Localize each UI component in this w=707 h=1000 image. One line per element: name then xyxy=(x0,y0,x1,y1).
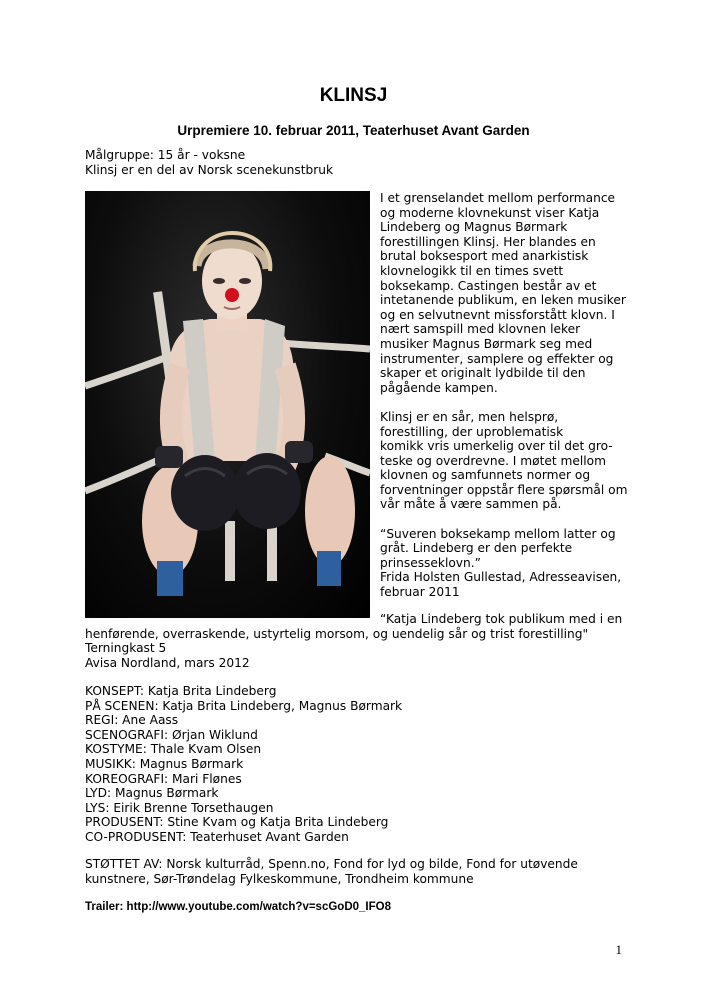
support-block xyxy=(85,857,645,886)
credit-line: MUSIKK: Magnus Børmark xyxy=(85,756,244,771)
description-paragraph-2: Klinsj er en sår, men helsprø, forestilling, der uproblematisk komikk vris umerkelig over til det gro- teske og overdrevne. I møtet mellom klovnen og samfunnets normer og forventninger oppstår flere spørsmål om vår måte å være sammen på. xyxy=(380,409,628,512)
credit-line: LYS: Eirik Brenne Torsethaugen xyxy=(85,800,274,815)
review-quote-2 xyxy=(85,612,645,670)
credit-line: KOREOGRAFI: Mari Flønes xyxy=(85,771,242,786)
support-line: STØTTET AV: Norsk kulturråd, Spenn.no, Fond for lyd og bilde, Fond for utøvende xyxy=(85,857,578,871)
review-quote-1: “Suveren boksekamp mellom latter og gråt. Lindeberg er den perfekte prinsesseklovn.” Frida Holsten Gullestad, Adresseavisen, februar 2011 xyxy=(380,526,622,600)
performance-photo xyxy=(85,191,370,618)
trailer-link[interactable]: Trailer: http://www.youtube.com/watch?v=scGoD0_IFO8 xyxy=(85,901,391,913)
document-title: KLINSJ xyxy=(319,85,388,106)
program-note: Klinsj er en del av Norsk scenekunstbruk xyxy=(85,162,334,177)
review-rating: Terningkast 5 xyxy=(85,641,167,656)
document-subtitle: Urpremiere 10. februar 2011, Teaterhuset Avant Garden xyxy=(177,123,530,138)
credit-line: PRODUSENT: Stine Kvam og Katja Brita Lindeberg xyxy=(85,815,389,830)
credit-line: LYD: Magnus Børmark xyxy=(85,786,219,801)
credit-line: PÅ SCENEN: Katja Brita Lindeberg, Magnus Børmark xyxy=(85,698,403,713)
boxer-clown-illustration xyxy=(85,191,370,618)
target-audience: Målgruppe: 15 år - voksne xyxy=(85,148,246,162)
description-paragraph-1: I et grenselandet mellom performance og moderne klovnekunst viser Katja Lindeberg og Magnus Børmark forestillingen Klinsj. Her blandes en brutal boksesport med anarkistisk klovnelogikk til en times svett boksekamp. Castingen består av et intetanende publikum, en leken musiker og en selvutnevnt missforstått klovn. I nært samspill med klovnen leker musiker Magnus Børmark seg med instrumenter, samplere og effekter og skaper et originalt lydbilde til den pågående kampen. xyxy=(380,191,626,395)
credit-line: SCENOGRAFI: Ørjan Wiklund xyxy=(85,727,258,742)
credit-line: CO-PRODUSENT: Teaterhuset Avant Garden xyxy=(85,829,349,844)
description-column xyxy=(380,191,642,614)
credit-line: KOSTYME: Thale Kvam Olsen xyxy=(85,742,262,757)
meta-block xyxy=(85,148,333,177)
review-quote-2-line: henførende, overraskende, ustyrtelig morsom, og uendelig sår og trist forestilling" xyxy=(85,626,589,641)
credit-line: REGI: Ane Aass xyxy=(85,713,179,728)
review-source: Avisa Nordland, mars 2012 xyxy=(85,655,250,670)
credits-list xyxy=(85,684,402,845)
page-number: 1 xyxy=(615,942,622,957)
credit-line: KONSEPT: Katja Brita Lindeberg xyxy=(85,684,277,698)
review-quote-2-first-line: “Katja Lindeberg tok publikum med i en xyxy=(380,612,623,626)
support-line: kunstnere, Sør-Trøndelag Fylkeskommune, Trondheim kommune xyxy=(85,871,474,886)
